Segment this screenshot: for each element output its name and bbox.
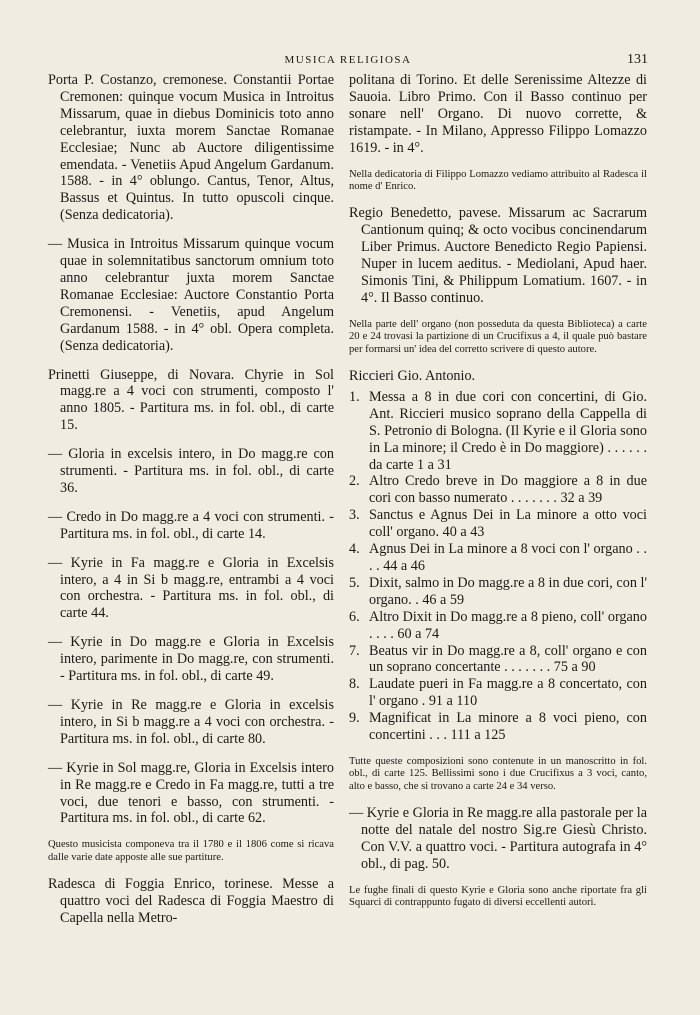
entry-prinetti-kyrie-do: — Kyrie in Do magg.re e Gloria in Excelsis intero, parimente in Do magg.re, con strumenti. - Partitura ms. in fol. obl., di carte 49. [48,634,334,685]
entry-regio: Regio Benedetto, pavese. Missarum ac Sacrarum Cantionum quinq; & octo vocibus concinendarum Liber Primus. Auctore Benedicto Regio Papiensi. Nuper in lucem aeditus. - Mediolani, Apud haer. Simonis Tini, & Philippum Lomatium. 1607. - in 4°. Il Basso continuo. [349,205,647,306]
entry-prinetti-gloria: — Gloria in excelsis intero, in Do magg.re con strumenti. - Partitura ms. in fol. obl., di carte 36. [48,446,334,496]
entry-prinetti-kyrie-sol: — Kyrie in Sol magg.re, Gloria in Excelsis intero in Re magg.re e Credo in Fa magg.re, tutti a tre voci, due tenori e basso, con strumenti. - Partitura ms. in fol. obl., di carte 62. [48,759,334,827]
entry-radesca: Radesca di Foggia Enrico, torinese. Messe a quattro voci del Radesca di Foggia Maestro di Capella nella Metro- [48,876,334,926]
entry-porta-2: — Musica in Introitus Missarum quinque vocum quae in solemnitatibus sanctorum omnium toto anno celebrantur juxta morem Sanctae Romanae Ecclesiae: Auctore Constantio Porta Cremonensi. - Venetiis, apud Angelum Gardanum 1588. - in 4° obl. Opera completa. (Senza dedicatoria). [48,236,334,354]
list-item: 2. Altro Credo breve in Do maggiore a 8 in due cori con basso numerato . . . . . . . 32 a 39 [349,473,647,507]
note-riccieri: Tutte queste composizioni sono contenute in un manoscritto in fol. obl., di carte 125. Bellissimi sono i due Crucifixus a 3 voci, canto, alto e basso, che si trovano a carte 24 e 34 verso. [349,755,647,792]
entry-prinetti: Prinetti Giuseppe, di Novara. Chyrie in Sol magg.re a 4 voci con strumenti, composto l' anno 1805. - Partitura ms. in fol. obl., di carte 15. [48,366,334,434]
left-column [48,72,334,939]
note-riccieri-fughe: Le fughe finali di questo Kyrie e Gloria sono anche riportate fra gli Squarci di contrappunto fugato di diversi eccellenti autori. [349,884,647,909]
entry-prinetti-kyrie-fa: — Kyrie in Fa magg.re e Gloria in Excelsis intero, a 4 in Si b magg.re, entrambi a 4 voci con orchestra. - Partitura ms. in fol. obl., di carte 44. [48,554,334,622]
list-item: 1. Messa a 8 in due cori con concertini, di Gio. Ant. Riccieri musico soprano della Cappella di S. Petronio di Bologna. (Il Kyrie e il Gloria sono in La minore; il Credo è in Do maggiore) . . . . . . da carte 1 a 31 [349,388,647,473]
list-item: 9. Magnificat in La minore a 8 voci pieno, con concertini . . . 111 a 125 [349,710,647,744]
entry-prinetti-kyrie-re: — Kyrie in Re magg.re e Gloria in excelsis intero, in Si b magg.re a 4 voci con orchestra. - Partitura ms. in fol. obl., di carte 80. [48,697,334,747]
right-column [349,72,647,922]
entry-riccieri-kyrie: — Kyrie e Gloria in Re magg.re alla pastorale per la notte del natale del nostro Sig.re Giesù Christo. Con V.V. a quattro voci. - Partitura autografa in 4° obl., di pag. 50. [349,805,647,872]
entry-riccieri-heading: Riccieri Gio. Antonio. [349,368,476,384]
entry-prinetti-credo: — Credo in Do magg.re a 4 voci con strumenti. - Partitura ms. in fol. obl., di carte 14. [48,508,334,542]
note-prinetti: Questo musicista componeva tra il 1780 e il 1806 come si ricava dalle varie date apposte alle sue partiture. [48,839,334,863]
entry-porta: Porta P. Costanzo, cremonese. Constantii Portae Cremonen: quinque vocum Musica in Introitus Missarum, quae in diebus Dominicis toto anno celebrantur, iuxta morem Sanctae Romanae Ecclesiae; Nunc ab Auctore diligentissime emendata. - Venetiis Apud Angelum Gardanum. 1588. - in 4° oblungo. Cantus, Tenor, Altus, Bassus et Quintus. In tutto opuscoli cinque. (Senza dedicatoria). [48,72,334,224]
page-number: 131 [627,52,648,67]
riccieri-list [349,389,647,744]
list-item: 4. Agnus Dei in La minore a 8 voci con l' organo . . . . 44 a 46 [349,541,647,574]
entry-radesca-cont: politana di Torino. Et delle Serenissime Altezze di Sauoia. Libro Primo. Con il Basso continuo per sonare nell' Organo. Di nuovo corrette, & ristampate. - In Milano, Appresso Filippo Lomazzo 1619. - in 4°. [349,72,647,156]
list-item: 7. Beatus vir in Do magg.re a 8, coll' organo e con un soprano concertante . . . . . . . 75 a 90 [349,642,647,676]
note-regio: Nella parte dell' organo (non posseduta da questa Biblioteca) a carte 20 e 24 trovasi la partizione di un Crucifixus a 4, il quale può bastare per formarsi un' idea del corretto scrivere di questo autore. [349,318,647,355]
list-item: 3. Sanctus e Agnus Dei in La minore a otto voci coll' organo. 40 a 43 [349,507,647,541]
list-item: 5. Dixit, salmo in Do magg.re a 8 in due cori, con l' organo. . 46 a 59 [349,574,647,608]
page-header [48,52,648,70]
note-radesca: Nella dedicatoria di Filippo Lomazzo vediamo attribuito al Radesca il nome d' Enrico. [349,168,647,192]
running-title: MUSICA RELIGIOSA [284,54,412,66]
list-item: 8. Laudate pueri in Fa magg.re a 8 concertato, con l' organo . 91 a 110 [349,676,647,710]
list-item: 6. Altro Dixit in Do magg.re a 8 pieno, coll' organo . . . . 60 a 74 [349,608,647,642]
